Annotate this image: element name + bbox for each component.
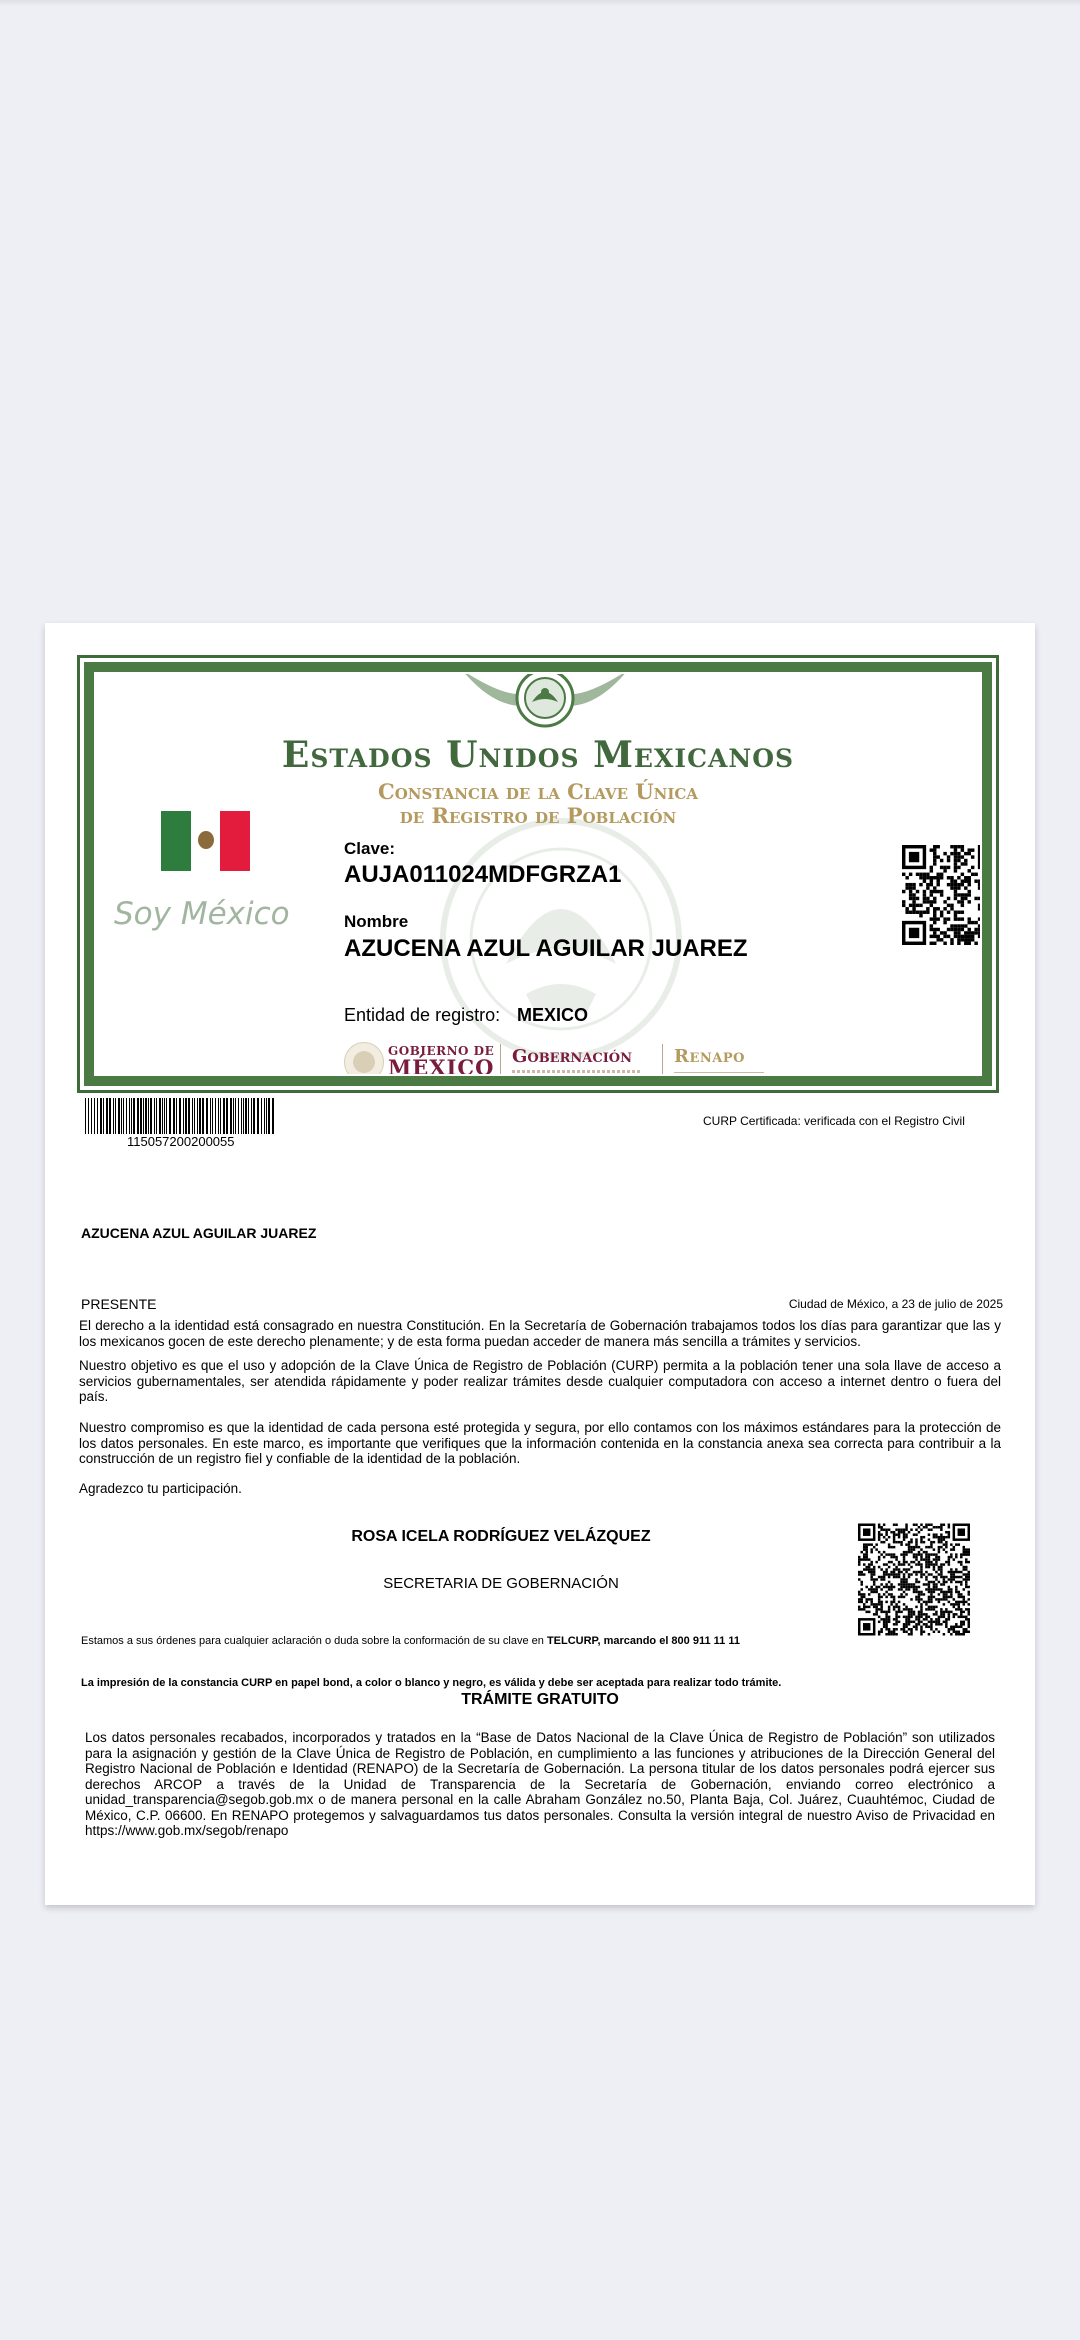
government-logos: [344, 1040, 764, 1076]
telcurp-note: Estamos a sus órdenes para cualquier aclaración o duda sobre la conformación de su clave en TELCURP, marcando el 800 911 11 11: [81, 1635, 740, 1647]
clave-label: Clave:: [344, 839, 396, 858]
document-page: [45, 623, 1035, 1905]
soy-mexico-slogan: Soy México: [114, 896, 290, 932]
telcurp-phone: TELCURP, marcando el 800 911 11 11: [546, 1635, 740, 1647]
certificate-body: [94, 672, 982, 1076]
tramite-gratuito: TRÁMITE GRATUITO: [461, 1691, 619, 1708]
certificate-qr-code-icon: [902, 842, 982, 948]
barcode-icon: [85, 1098, 277, 1134]
renapo-logo: Renapo: [674, 1046, 745, 1067]
signature-qr-code-icon: [858, 1523, 970, 1636]
letter-paragraph-3: Nuestro compromiso es que la identidad de cada persona esté protegida y segura, por ello contamos con los máximos estándares para la protección de los datos personales. En este marco, es importante que verifiques que la información contenida en la constancia anexa sea correcta para contribuir a la construcción de un registro fiel y confiable de la identidad de la población.: [79, 1420, 1001, 1466]
nombre-label: Nombre: [344, 912, 409, 931]
recipient-name: AZUCENA AZUL AGUILAR JUAREZ: [81, 1225, 317, 1241]
top-status-strip: [0, 0, 1080, 6]
gobernacion-logo: Gobernación: [512, 1046, 633, 1067]
impresion-note: La impresión de la constancia CURP en papel bond, a color o blanco y negro, es válida y debe ser aceptada para realizar todo trámite.: [81, 1677, 782, 1689]
eagle-crest-icon: [452, 672, 638, 730]
entidad-label: Entidad de registro:: [344, 1005, 501, 1025]
signer-name: ROSA ICELA RODRÍGUEZ VELÁZQUEZ: [351, 1528, 651, 1545]
nombre-value: AZUCENA AZUL AGUILAR JUAREZ: [344, 935, 748, 962]
curp-certificada-note: CURP Certificada: verificada con el Registro Civil: [703, 1114, 965, 1128]
presente-label: PRESENTE: [81, 1296, 157, 1312]
gobierno-seal-icon: [344, 1042, 384, 1076]
clave-value: AUJA011024MDFGRZA1: [344, 861, 622, 888]
privacy-notice: Los datos personales recabados, incorporados y tratados en la “Base de Datos Nacional de la Clave Única de Registro de Población” son utilizados para la asignación y gestión de la Clave Única de Registro de Población, en cumplimiento a las funciones y atribuciones de la Dirección General del Registro Nacional de Población e Identidad (RENAPO) de la Secretaría de Gobernación. La persona titular de los datos personales podrá ejercer sus derechos ARCOP a través de la Unidad de Transparencia de la Secretaría de Gobernación, enviando correo electrónico a unidad_transparencia@segob.gob.mx o de manera personal en la calle Abraham González no.50, Planta Baja, Col. Juárez, Cuauhtémoc, Ciudad de México, C.P. 06600. En RENAPO protegemos y salvaguardamos tus datos personales. Consulta la versión integral de nuestro Aviso de Privacidad en https://www.gob.mx/segob/renapo: [85, 1730, 995, 1838]
certificate-subtitle-line2: de Registro de Población: [399, 803, 677, 828]
certificate-border: [84, 662, 992, 1086]
mexico-flag-icon: [161, 811, 250, 871]
letter-paragraph-1: El derecho a la identidad está consagrado en nuestra Constitución. En la Secretaría de Gobernación trabajamos todos los días para garantizar que las y los mexicanos gocen de este derecho plenamente; y de esta forma puedan acceder de manera más sencilla a trámites y servicios.: [79, 1318, 1001, 1349]
barcode-number: 115057200200055: [127, 1134, 235, 1149]
certificate-subtitle-line1: Constancia de la Clave Única: [378, 779, 698, 804]
letter-date: Ciudad de México, a 23 de julio de 2025: [788, 1297, 1003, 1311]
certificate-title: Estados Unidos Mexicanos: [281, 734, 795, 776]
entidad-value: MEXICO: [517, 1005, 589, 1025]
curp-certificate: [77, 655, 999, 1093]
letter-thanks: Agradezco tu participación.: [79, 1481, 242, 1496]
letter-paragraph-2: Nuestro objetivo es que el uso y adopción de la Clave Única de Registro de Población (CURP) permita a la población tener una sola llave de acceso a servicios gubernamentales, ser atendida rápidamente y poder realizar trámites desde cualquier computadora con acceso a internet dentro o fuera del país.: [79, 1358, 1001, 1404]
signer-title: SECRETARIA DE GOBERNACIÓN: [383, 1575, 619, 1592]
gobierno-de-mexico-logo: GOBIERNO DE MÉXICO: [388, 1044, 495, 1076]
